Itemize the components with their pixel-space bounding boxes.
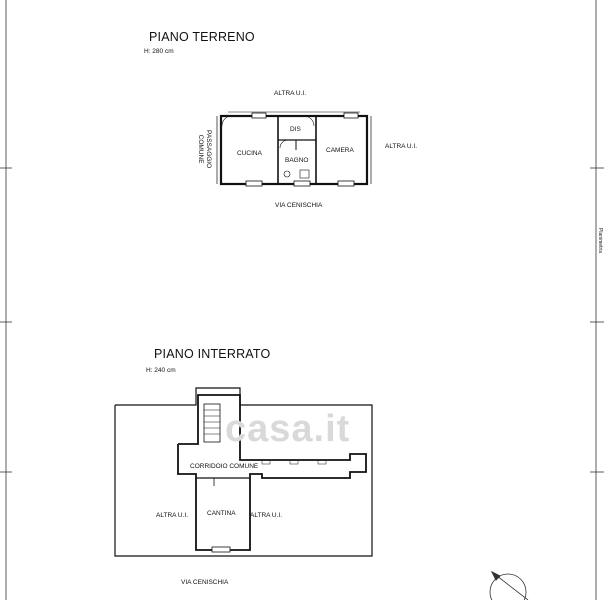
corridor-label: CORRIDOIO COMUNE <box>190 463 259 470</box>
ground-neighbor-right-label: ALTRA U.I. <box>385 143 418 150</box>
common-passage-label <box>196 130 212 168</box>
basement-height: H: 240 cm <box>146 367 176 374</box>
sheet-side-label: Planimetria <box>597 228 603 254</box>
basement-neighbor-right-label: ALTRA U.I. <box>250 512 283 519</box>
common-passage-line1: PASSAGGIO <box>205 130 212 169</box>
basement-title: PIANO INTERRATO <box>154 347 271 361</box>
north-arrow <box>490 572 528 600</box>
basement-street-label: VIA CENISCHIA <box>181 579 229 586</box>
room-bedroom-label: CAMERA <box>326 147 354 154</box>
basement-neighbor-left-label: ALTRA U.I. <box>156 512 189 519</box>
ground-street-label: VIA CENISCHIA <box>275 202 323 209</box>
ground-floor-height: H: 280 cm <box>144 48 174 55</box>
casa-watermark: casa.it <box>225 408 351 450</box>
common-passage-line2: COMUNE <box>197 134 204 164</box>
room-bath-label: BAGNO <box>285 157 309 164</box>
room-cellar-label: CANTINA <box>207 510 236 517</box>
ground-neighbor-top-label: ALTRA U.I. <box>274 90 307 97</box>
ground-floor-title: PIANO TERRENO <box>149 30 255 44</box>
room-closet-label: DIS <box>290 126 301 133</box>
room-kitchen-label: CUCINA <box>237 150 262 157</box>
